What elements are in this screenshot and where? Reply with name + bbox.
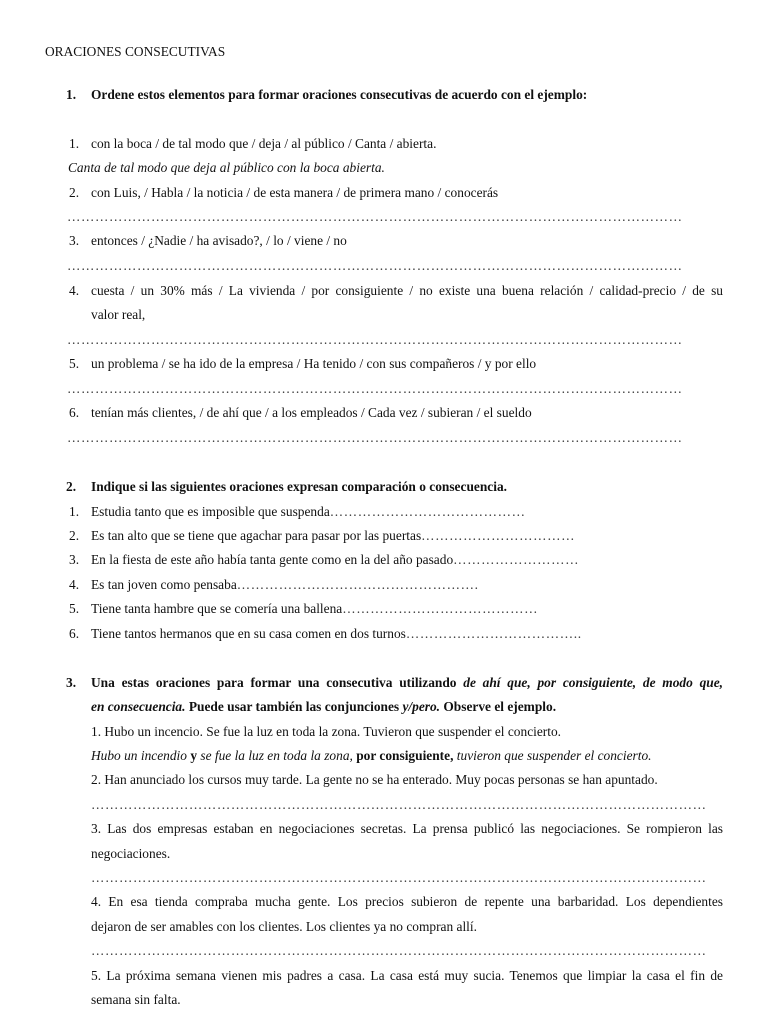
section-3-number: 3. <box>66 675 77 690</box>
s3-heading-conjunctions: y/pero. <box>402 699 441 714</box>
s1-item-2-text: con Luis, / Habla / la noticia / de esta manera / de primera mano / conocerás <box>91 185 499 200</box>
section-2-heading: Indique si las siguientes oraciones expresan comparación o consecuencia. <box>91 479 507 494</box>
s2-item-3 <box>91 551 579 568</box>
s3-item-4-text-continued: dejaron de ser amables con los clientes. Los clientes ya no compran allí. <box>91 919 477 934</box>
s1-example-answer: Canta de tal modo que deja al público con la boca abierta. <box>68 160 385 175</box>
s2-item-6-text: Tiene tantos hermanos que en su casa comen en dos turnos <box>91 626 406 641</box>
s2-item-1-blank: …………………………………… <box>329 504 526 519</box>
s1-item-4-text: cuesta / un 30% más / La vivienda / por consiguiente / no existe una buena relación / calidad-precio / de su <box>91 283 723 298</box>
s3-item-5-text-continued: semana sin falta. <box>91 992 181 1007</box>
s1-item-5-number: 5. <box>69 356 80 371</box>
s2-item-2 <box>91 527 575 544</box>
s3-example-conjunction: y <box>190 748 198 763</box>
s3-answer-line-2: …………………………………………………………………………………………………………………… <box>91 797 707 812</box>
section-3-heading-line-1 <box>91 674 723 691</box>
s3-answer-line-4: …………………………………………………………………………………………………………………… <box>91 943 707 958</box>
s1-item-2-number: 2. <box>69 185 80 200</box>
s2-item-1 <box>91 503 526 520</box>
s3-example-part-2: se fue la luz en toda la zona, <box>197 748 357 763</box>
s1-answer-line-6: …………………………………………………………………………………………………………………… <box>67 430 683 445</box>
document-title: ORACIONES CONSECUTIVAS <box>45 44 226 59</box>
s2-item-3-blank: ……………………… <box>453 552 580 567</box>
s3-item-3-text: 3. Las dos empresas estaban en negociaciones secretas. La prensa publicó las negociaciones. Se rompieron las <box>91 821 723 836</box>
s2-item-4-number: 4. <box>69 577 80 592</box>
s3-example-part-3: tuvieron que suspender el concierto. <box>453 748 652 763</box>
s3-heading-connector-last: en consecuencia. <box>91 699 186 714</box>
s2-item-1-text: Estudia tanto que es imposible que suspenda <box>91 504 330 519</box>
s2-item-2-text: Es tan alto que se tiene que agachar para pasar por las puertas <box>91 528 422 543</box>
s1-item-6-text: tenían más clientes, / de ahí que / a los empleados / Cada vez / subieran / el sueldo <box>91 405 532 420</box>
s3-heading-text-3: Observe el ejemplo. <box>440 699 557 714</box>
s2-item-2-number: 2. <box>69 528 80 543</box>
s1-answer-line-4: …………………………………………………………………………………………………………………… <box>67 332 683 347</box>
s1-item-3-text: entonces / ¿Nadie / ha avisado?, / lo / viene / no <box>91 233 347 248</box>
s1-item-5-text: un problema / se ha ido de la empresa / Ha tenido / con sus compañeros / y por ello <box>91 356 537 371</box>
s3-heading-text-2: Puede usar también las conjunciones <box>185 699 403 714</box>
s2-item-4-blank: ……………………………………………. <box>236 577 479 592</box>
s1-item-6-number: 6. <box>69 405 80 420</box>
section-1-heading: Ordene estos elementos para formar oraciones consecutivas de acuerdo con el ejemplo: <box>91 87 588 102</box>
s3-heading-text: Una estas oraciones para formar una consecutiva utilizando <box>91 675 464 690</box>
s1-answer-line-5: …………………………………………………………………………………………………………………… <box>67 381 683 396</box>
s2-item-5-number: 5. <box>69 601 80 616</box>
s2-item-1-number: 1. <box>69 504 80 519</box>
s3-item-4-text: 4. En esa tienda compraba mucha gente. Los precios subieron de repente una barbaridad. Los dependientes <box>91 894 723 909</box>
s1-item-3-number: 3. <box>69 233 80 248</box>
s3-item-3-text-continued: negociaciones. <box>91 846 171 861</box>
s2-item-4-text: Es tan joven como pensaba <box>91 577 237 592</box>
s2-item-6-number: 6. <box>69 626 80 641</box>
s2-item-5-text: Tiene tanta hambre que se comería una ballena <box>91 601 343 616</box>
s2-item-5-blank: …………………………………… <box>342 601 539 616</box>
section-2-number: 2. <box>66 479 77 494</box>
s3-item-2-text: 2. Han anunciado los cursos muy tarde. La gente no se ha enterado. Muy pocas personas se han apuntado. <box>91 772 658 787</box>
section-3-heading-line-2 <box>91 698 556 715</box>
s3-item-1-text: 1. Hubo un incencio. Se fue la luz en toda la zona. Tuvieron que suspender el concierto. <box>91 724 562 739</box>
s2-item-6-blank: ……………………………….. <box>405 626 582 641</box>
s2-item-6 <box>91 625 582 642</box>
section-1-number: 1. <box>66 87 77 102</box>
s3-heading-connectors: de ahí que, por consiguiente, de modo que, <box>463 675 724 690</box>
s2-item-3-number: 3. <box>69 552 80 567</box>
s1-item-4-text-continued: valor real, <box>91 307 146 322</box>
s3-answer-line-3: …………………………………………………………………………………………………………………… <box>91 870 707 885</box>
s2-item-4 <box>91 576 479 593</box>
s3-item-5-text: 5. La próxima semana vienen mis padres a casa. La casa está muy sucia. Tenemos que limpiar la casa el fin de <box>91 968 723 983</box>
s2-item-3-text: En la fiesta de este año había tanta gente como en la del año pasado <box>91 552 454 567</box>
s1-item-1-text: con la boca / de tal modo que / deja / al público / Canta / abierta. <box>91 136 437 151</box>
s3-example-connector: por consiguiente, <box>356 748 454 763</box>
s2-item-2-blank: …………………………… <box>421 528 576 543</box>
s3-example-answer <box>91 747 652 764</box>
s2-item-5 <box>91 600 538 617</box>
s3-example-part-1: Hubo un incendio <box>91 748 191 763</box>
s1-answer-line-3: …………………………………………………………………………………………………………………… <box>67 258 683 273</box>
s1-item-1-number: 1. <box>69 136 80 151</box>
s1-answer-line-2: …………………………………………………………………………………………………………………… <box>67 209 683 224</box>
s1-item-4-number: 4. <box>69 283 80 298</box>
